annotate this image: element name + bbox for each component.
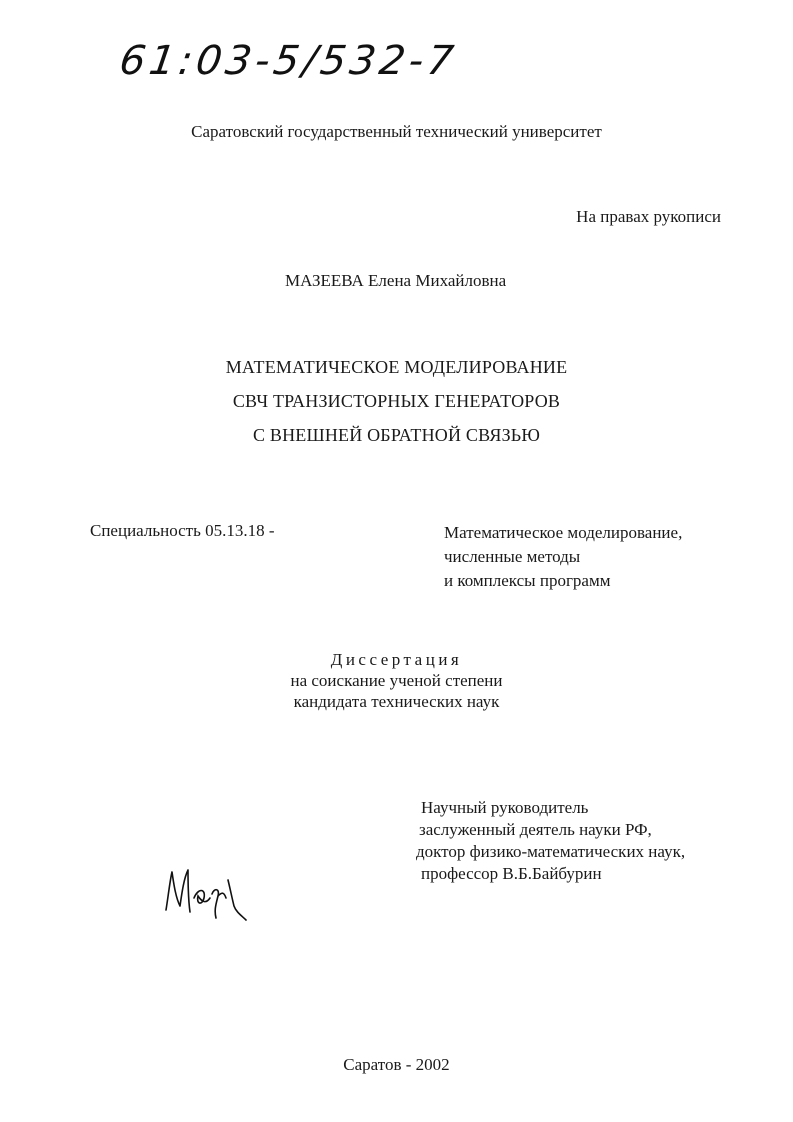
archive-code-handwritten: 61:03-5/532-7 xyxy=(116,38,461,84)
university-name: Саратовский государственный технический университет xyxy=(191,122,602,141)
specialty-name-line: и комплексы программ xyxy=(444,571,611,590)
city-and-year: Саратов - 2002 xyxy=(343,1055,450,1074)
thesis-title-line-2: СВЧ ТРАНЗИСТОРНЫХ ГЕНЕРАТОРОВ xyxy=(232,391,561,411)
dissertation-field-line: кандидата технических наук xyxy=(293,692,500,711)
thesis-title-line-1: МАТЕМАТИЧЕСКОЕ МОДЕЛИРОВАНИЕ xyxy=(225,357,568,377)
author-name: МАЗЕЕВА Елена Михайловна xyxy=(285,271,507,290)
dissertation-degree-line: на соискание ученой степени xyxy=(290,671,503,690)
specialty-name-line: численные методы xyxy=(444,547,581,566)
advisor-line: Научный руководитель xyxy=(421,798,589,817)
dissertation-heading: Диссертация xyxy=(330,650,463,669)
scientific-advisor xyxy=(416,797,686,885)
advisor-line: профессор В.Б.Байбурин xyxy=(421,864,602,883)
dissertation-block xyxy=(0,649,793,712)
manuscript-rights-note: На правах рукописи xyxy=(576,207,721,226)
handwritten-signature xyxy=(162,858,252,928)
advisor-line: заслуженный деятель науки РФ, xyxy=(419,820,652,839)
thesis-title-line-3: С ВНЕШНЕЙ ОБРАТНОЙ СВЯЗЬЮ xyxy=(252,425,541,445)
specialty-name xyxy=(444,521,682,593)
specialty-name-line: Математическое моделирование, xyxy=(444,523,683,542)
advisor-line: доктор физико-математических наук, xyxy=(416,842,686,861)
specialty-label: Специальность 05.13.18 - xyxy=(90,521,275,540)
